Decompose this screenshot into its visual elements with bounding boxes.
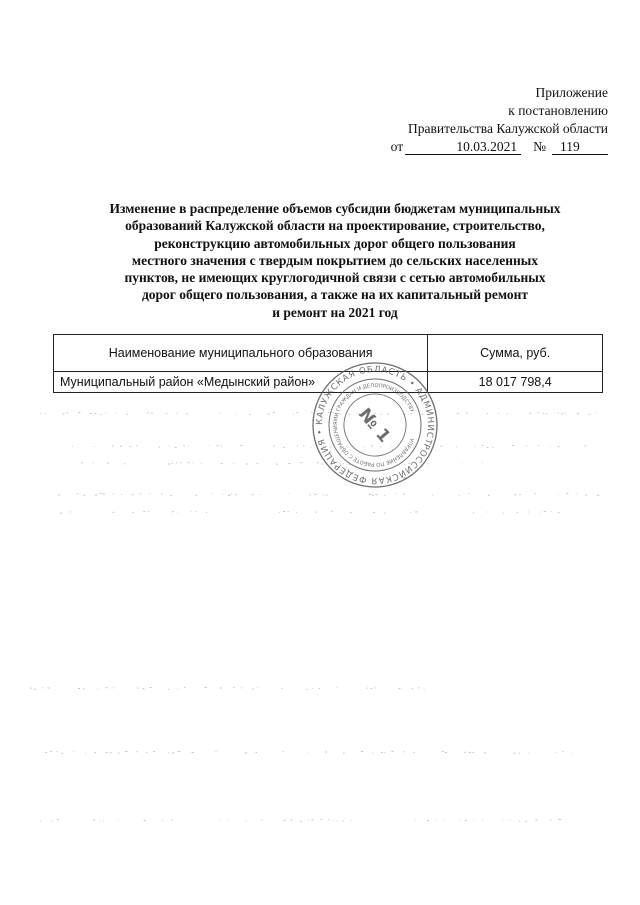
cell-amount: 18 017 798,4 [428,372,603,393]
appendix-government: Правительства Калужской области [407,121,608,136]
header-municipality: Наименование муниципального образования [54,335,428,372]
appendix-resolution: к постановлению [508,103,608,118]
svg-text:РОССИЙСКАЯ ФЕДЕРАЦИЯ • КАЛУЖСК: РОССИЙСКАЯ ФЕДЕРАЦИЯ • КАЛУЖСКАЯ ОБЛАСТЬ • АДМИНИСТРАЦИЯ [314,364,436,486]
svg-text:№ 1: № 1 [354,404,395,447]
title-line: и ремонт на 2021 год [272,304,398,320]
resolution-number: 119 [552,140,608,155]
header-amount: Сумма, руб. [428,335,603,372]
appendix-label: Приложение [535,85,608,100]
svg-text:УПРАВЛЕНИЕ ПО РАБОТЕ С ОБРАЩЕН: УПРАВЛЕНИЕ ПО РАБОТЕ С ОБРАЩЕНИЯМИ ГРАЖДАН И ДЕЛОПРОИЗВОДСТВУ [332,382,415,468]
title-line: Изменение в распределение объемов субсидии бюджетам муниципальных [109,201,561,216]
from-label: от [390,139,404,154]
title-line: реконструкцию автомобильных дорог общего пользования [154,235,516,251]
cell-municipality: Муниципальный район «Медынский район» [54,372,428,393]
number-label: № [533,139,546,154]
title-line: образований Калужской области на проектирование, строительство, [125,218,545,234]
title-line: местного значения с твердым покрытием до сельских населенных [131,252,539,268]
title-line: пунктов, не имеющих круглогодичной связи с сетью автомобильных [124,270,546,286]
title-line: дорог общего пользования, а также на их капитальный ремонт [141,287,529,303]
resolution-date: 10.03.2021 [405,140,521,155]
